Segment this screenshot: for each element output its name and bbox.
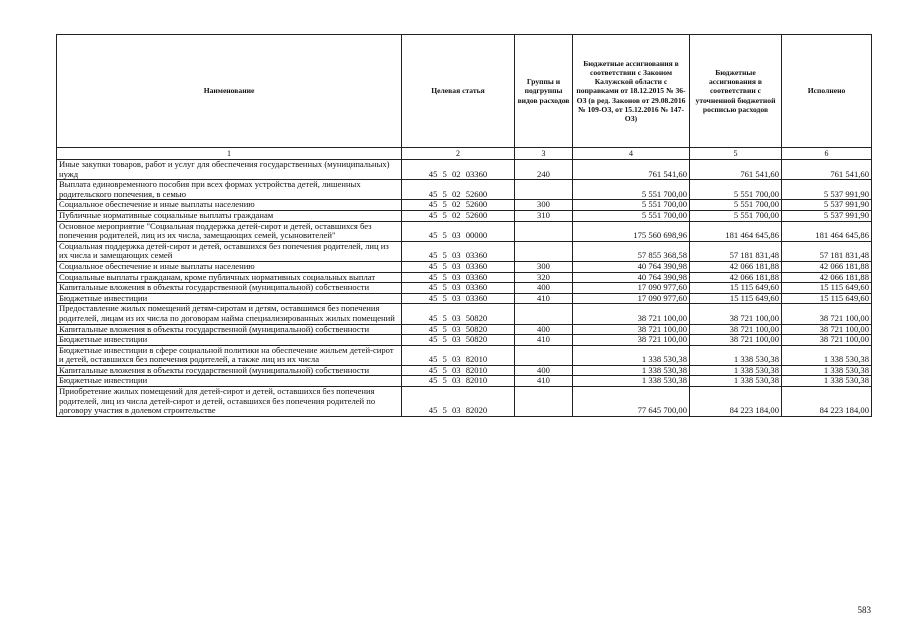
table-cell-name: Бюджетные инвестиции <box>57 335 402 346</box>
header-expense-groups: Группы и подгруппы видов расходов <box>515 35 573 148</box>
table-cell-name: Предоставление жилых помещений детям-сиротам и детям, оставшимся без попечения родителей, лицам из их числа по договорам найма специализированных жилых помещений <box>57 304 402 324</box>
table-cell-law-allocation: 38 721 100,00 <box>573 324 690 335</box>
table-cell-schedule-allocation: 42 066 181,88 <box>690 272 782 283</box>
table-cell-schedule-allocation: 5 551 700,00 <box>690 180 782 200</box>
table-cell-executed: 57 181 831,48 <box>782 241 872 261</box>
table-row <box>57 261 872 272</box>
table-cell-law-allocation: 17 090 977,60 <box>573 283 690 294</box>
table-cell-executed: 1 338 530,38 <box>782 345 872 365</box>
table-cell-executed: 42 066 181,88 <box>782 272 872 283</box>
table-cell-expense-group <box>515 180 573 200</box>
table-cell-law-allocation: 1 338 530,38 <box>573 365 690 376</box>
table-cell-target-article: 45 5 03 82010 <box>402 376 515 387</box>
table-cell-executed: 15 115 649,60 <box>782 283 872 294</box>
table-cell-name: Публичные нормативные социальные выплаты гражданам <box>57 210 402 221</box>
table-cell-executed: 1 338 530,38 <box>782 376 872 387</box>
table-cell-target-article: 45 5 03 03360 <box>402 293 515 304</box>
table-cell-schedule-allocation: 1 338 530,38 <box>690 365 782 376</box>
header-target-article: Целевая статья <box>402 35 515 148</box>
table-cell-target-article: 45 5 03 82010 <box>402 345 515 365</box>
table-cell-law-allocation: 40 764 390,98 <box>573 261 690 272</box>
table-cell-law-allocation: 57 855 368,58 <box>573 241 690 261</box>
table-cell-schedule-allocation: 15 115 649,60 <box>690 283 782 294</box>
table-cell-schedule-allocation: 15 115 649,60 <box>690 293 782 304</box>
table-body <box>57 160 872 417</box>
column-number: 5 <box>690 148 782 160</box>
table-cell-expense-group <box>515 387 573 417</box>
table-cell-name: Приобретение жилых помещений для детей-сирот и детей, оставшихся без попечения родителей, лиц из числа детей-сирот и детей, оставшихся без попечения родителей по договору участия в долевом строительстве <box>57 387 402 417</box>
table-cell-executed: 38 721 100,00 <box>782 335 872 346</box>
column-number: 3 <box>515 148 573 160</box>
table-cell-law-allocation: 77 645 700,00 <box>573 387 690 417</box>
table-cell-law-allocation: 761 541,60 <box>573 160 690 180</box>
table-cell-expense-group: 320 <box>515 272 573 283</box>
column-number: 1 <box>57 148 402 160</box>
column-number: 4 <box>573 148 690 160</box>
table-cell-expense-group: 300 <box>515 261 573 272</box>
table-row <box>57 283 872 294</box>
table-row <box>57 272 872 283</box>
table-cell-target-article: 45 5 03 82020 <box>402 387 515 417</box>
table-cell-law-allocation: 1 338 530,38 <box>573 345 690 365</box>
table-cell-target-article: 45 5 03 03360 <box>402 241 515 261</box>
table-cell-target-article: 45 5 03 03360 <box>402 283 515 294</box>
column-number-row <box>57 148 872 160</box>
table-cell-law-allocation: 38 721 100,00 <box>573 335 690 346</box>
table-cell-expense-group <box>515 345 573 365</box>
table-cell-target-article: 45 5 03 03360 <box>402 272 515 283</box>
table-cell-executed: 84 223 184,00 <box>782 387 872 417</box>
table-cell-executed: 38 721 100,00 <box>782 324 872 335</box>
table-cell-law-allocation: 1 338 530,38 <box>573 376 690 387</box>
table-cell-expense-group: 400 <box>515 365 573 376</box>
table-cell-name: Бюджетные инвестиции <box>57 376 402 387</box>
table-cell-name: Основное мероприятие "Социальная поддержка детей-сирот и детей, оставшихся без попечения родителей, лиц из их числа, замещающих семей, усыновителей" <box>57 221 402 241</box>
table-row <box>57 180 872 200</box>
header-budget-schedule: Бюджетные ассигнования в соответствии с уточненной бюджетной росписью расходов <box>690 35 782 148</box>
table-cell-schedule-allocation: 5 551 700,00 <box>690 210 782 221</box>
table-cell-target-article: 45 5 03 50820 <box>402 324 515 335</box>
table-row <box>57 160 872 180</box>
table-cell-target-article: 45 5 03 03360 <box>402 261 515 272</box>
table-row <box>57 304 872 324</box>
table-cell-executed: 181 464 645,86 <box>782 221 872 241</box>
table-cell-schedule-allocation: 1 338 530,38 <box>690 376 782 387</box>
header-executed: Исполнено <box>782 35 872 148</box>
table-cell-target-article: 45 5 02 52600 <box>402 180 515 200</box>
table-cell-law-allocation: 5 551 700,00 <box>573 200 690 211</box>
table-cell-name: Социальные выплаты гражданам, кроме публичных нормативных социальных выплат <box>57 272 402 283</box>
table-cell-name: Социальное обеспечение и иные выплаты населению <box>57 200 402 211</box>
table-cell-law-allocation: 40 764 390,98 <box>573 272 690 283</box>
table-cell-law-allocation: 38 721 100,00 <box>573 304 690 324</box>
budget-table <box>56 34 872 417</box>
table-cell-executed: 15 115 649,60 <box>782 293 872 304</box>
table-cell-law-allocation: 17 090 977,60 <box>573 293 690 304</box>
table-cell-expense-group: 400 <box>515 324 573 335</box>
table-cell-executed: 5 537 991,90 <box>782 200 872 211</box>
table-cell-schedule-allocation: 761 541,60 <box>690 160 782 180</box>
table-row <box>57 345 872 365</box>
table-row <box>57 293 872 304</box>
table-row <box>57 387 872 417</box>
table-cell-executed: 5 537 991,90 <box>782 210 872 221</box>
table-cell-executed: 1 338 530,38 <box>782 365 872 376</box>
table-cell-executed: 38 721 100,00 <box>782 304 872 324</box>
table-cell-schedule-allocation: 38 721 100,00 <box>690 324 782 335</box>
table-cell-schedule-allocation: 38 721 100,00 <box>690 335 782 346</box>
table-cell-schedule-allocation: 57 181 831,48 <box>690 241 782 261</box>
table-cell-expense-group: 300 <box>515 200 573 211</box>
table-cell-target-article: 45 5 03 00000 <box>402 221 515 241</box>
table-row <box>57 335 872 346</box>
table-cell-name: Бюджетные инвестиции <box>57 293 402 304</box>
table-cell-schedule-allocation: 84 223 184,00 <box>690 387 782 417</box>
header-law-allocations: Бюджетные ассигнования в соответствии с Законом Калужской области с поправками от 18.12.2015 № 36-ОЗ (в ред. Законов от 29.08.2016 № 109-ОЗ, от 15.12.2016 № 147-ОЗ) <box>573 35 690 148</box>
table-row <box>57 200 872 211</box>
table-cell-name: Иные закупки товаров, работ и услуг для обеспечения государственных (муниципальных) нужд <box>57 160 402 180</box>
table-cell-expense-group: 240 <box>515 160 573 180</box>
table-cell-target-article: 45 5 02 52600 <box>402 200 515 211</box>
table-cell-executed: 761 541,60 <box>782 160 872 180</box>
column-number: 6 <box>782 148 872 160</box>
table-cell-expense-group: 410 <box>515 293 573 304</box>
table-cell-name: Бюджетные инвестиции в сфере социальной политики на обеспечение жильем детей-сирот и детей, оставшихся без попечения родителей, а также лиц из их числа <box>57 345 402 365</box>
table-cell-expense-group <box>515 221 573 241</box>
table-cell-name: Социальное обеспечение и иные выплаты населению <box>57 261 402 272</box>
table-cell-expense-group: 400 <box>515 283 573 294</box>
table-cell-name: Социальная поддержка детей-сирот и детей, оставшихся без попечения родителей, лиц из их числа и замещающих семей <box>57 241 402 261</box>
table-cell-target-article: 45 5 03 82010 <box>402 365 515 376</box>
table-cell-expense-group: 410 <box>515 335 573 346</box>
table-cell-expense-group: 310 <box>515 210 573 221</box>
table-cell-law-allocation: 175 560 698,96 <box>573 221 690 241</box>
table-cell-expense-group <box>515 304 573 324</box>
table-cell-law-allocation: 5 551 700,00 <box>573 180 690 200</box>
table-cell-expense-group: 410 <box>515 376 573 387</box>
table-cell-name: Капитальные вложения в объекты государственной (муниципальной) собственности <box>57 365 402 376</box>
table-row <box>57 376 872 387</box>
table-cell-name: Выплата единовременного пособия при всех формах устройства детей, лишенных родительского попечения, в семью <box>57 180 402 200</box>
table-cell-schedule-allocation: 42 066 181,88 <box>690 261 782 272</box>
table-cell-target-article: 45 5 03 50820 <box>402 335 515 346</box>
table-cell-schedule-allocation: 1 338 530,38 <box>690 345 782 365</box>
table-cell-schedule-allocation: 181 464 645,86 <box>690 221 782 241</box>
table-cell-executed: 42 066 181,88 <box>782 261 872 272</box>
table-row <box>57 221 872 241</box>
table-cell-executed: 5 537 991,90 <box>782 180 872 200</box>
table-cell-schedule-allocation: 38 721 100,00 <box>690 304 782 324</box>
table-row <box>57 365 872 376</box>
page-number: 583 <box>857 605 871 615</box>
table-cell-expense-group <box>515 241 573 261</box>
table-cell-law-allocation: 5 551 700,00 <box>573 210 690 221</box>
table-row <box>57 324 872 335</box>
table-cell-target-article: 45 5 02 52600 <box>402 210 515 221</box>
table-row <box>57 210 872 221</box>
table-cell-target-article: 45 5 02 03360 <box>402 160 515 180</box>
header-name: Наименование <box>57 35 402 148</box>
table-cell-name: Капитальные вложения в объекты государственной (муниципальной) собственности <box>57 283 402 294</box>
table-cell-target-article: 45 5 03 50820 <box>402 304 515 324</box>
table-row <box>57 241 872 261</box>
table-cell-name: Капитальные вложения в объекты государственной (муниципальной) собственности <box>57 324 402 335</box>
table-cell-schedule-allocation: 5 551 700,00 <box>690 200 782 211</box>
table-header-row <box>57 35 872 148</box>
column-number: 2 <box>402 148 515 160</box>
